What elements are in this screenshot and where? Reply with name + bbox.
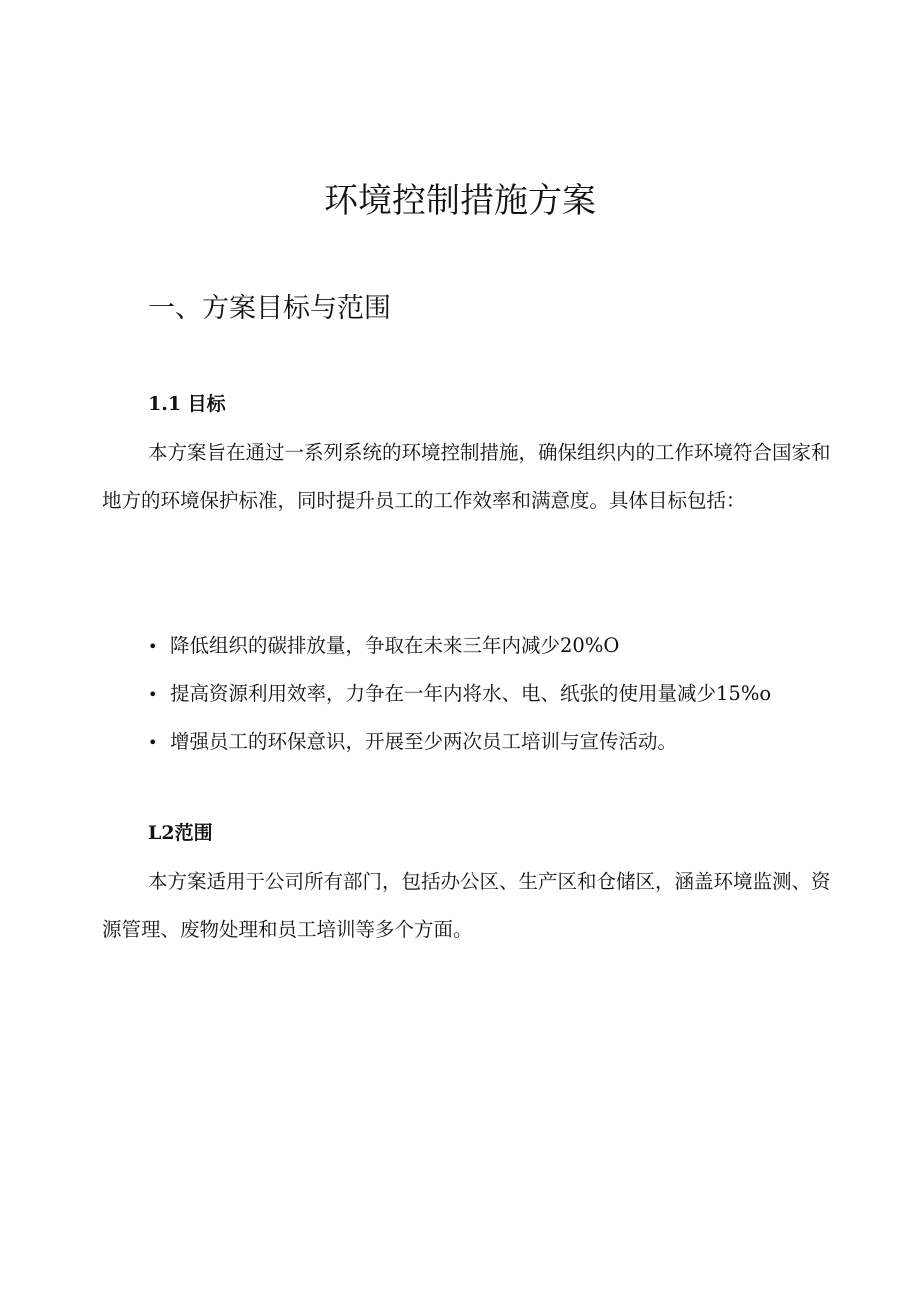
bullet-icon: •	[148, 685, 158, 704]
subheading-goals: 1.1 目标	[148, 393, 226, 415]
bullet-text: 提高资源利用效率，力争在一年内将水、电、纸张的使用量减少15%o	[170, 682, 772, 705]
bullet-text: 增强员工的环保意识，开展至少两次员工培训与宣传活动。	[170, 730, 678, 753]
goals-paragraph: 本方案旨在通过一系列系统的环境控制措施，确保组织内的工作环境符合国家和地方的环境保护标准，同时提升员工的工作效率和满意度。具体目标包括：	[102, 441, 831, 512]
list-item	[148, 670, 868, 718]
bullet-text: 降低组织的碳排放量，争取在未来三年内减少20%O	[170, 634, 620, 657]
section-heading-goals-scope: 一、方案目标与范围	[148, 293, 391, 324]
subheading-scope: L2范围	[148, 822, 213, 844]
list-item	[148, 622, 868, 670]
list-item	[148, 718, 868, 766]
bullet-icon: •	[148, 637, 158, 656]
bullet-icon: •	[148, 733, 158, 752]
document-title: 环境控制措施方案	[324, 181, 596, 221]
goals-bullet-list	[148, 622, 868, 766]
scope-paragraph: 本方案适用于公司所有部门，包括办公区、生产区和仓储区，涵盖环境监测、资源管理、废物处理和员工培训等多个方面。	[102, 870, 831, 941]
